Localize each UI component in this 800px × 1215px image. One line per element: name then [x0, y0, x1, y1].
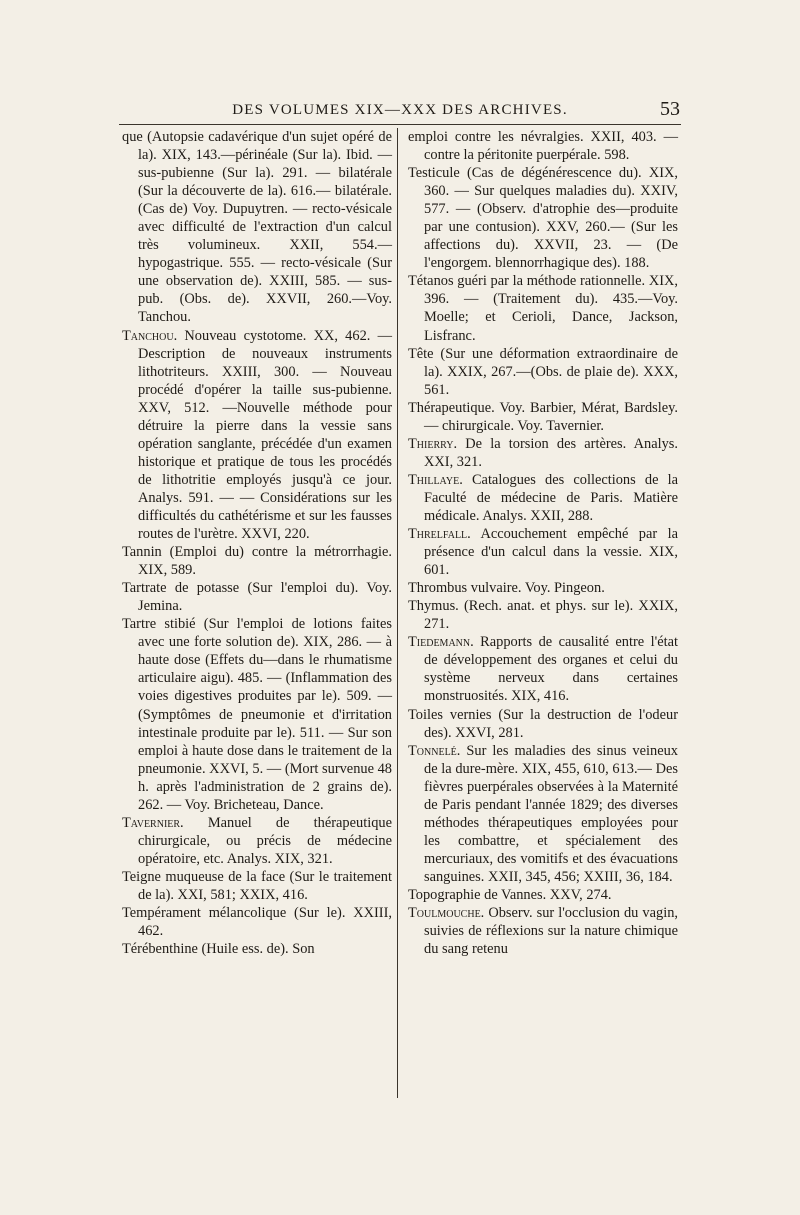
entry-text: que (Autopsie cadavérique d'un sujet opéré de la). XIX, 143.—périnéale (Sur la). Ibid. — sus-pubienne (Sur la). 291. — bilatérale (Sur la découverte de la). 616.— bilatérale. (Cas de) Voy. Dupuytren. — recto-vésicale avec difficulté de l'extraction d'un calcul très volumineux. XXII, 554.— hypogastrique. 555. — recto-vésicale (Sur une observation de). XXIII, 585. — sus-pub. (Obs. de). XXVII, 260.—Voy. Tanchou.: [122, 129, 392, 326]
header-rule: [119, 124, 681, 125]
index-entry: [408, 471, 678, 525]
entry-text: Toiles vernies (Sur la destruction de l'odeur des). XXVI, 281.: [408, 706, 678, 741]
entry-text: Teigne muqueuse de la face (Sur le traitement de la). XXI, 581; XXIX, 416.: [122, 868, 392, 903]
entry-text: Tannin (Emploi du) contre la métrorrhagie. XIX, 589.: [122, 544, 392, 579]
index-entry: [122, 615, 392, 814]
entry-author: Thillaye.: [408, 471, 463, 488]
entry-text: Thrombus vulvaire. Voy. Pingeon.: [408, 580, 605, 597]
index-entry: [408, 399, 678, 435]
entry-text: Tête (Sur une déformation extraordinaire de la). XXIX, 267.—(Obs. de plaie de). XXX, 561.: [408, 345, 678, 398]
entry-text: Nouveau cystotome. XX, 462. — Description de nouveaux instruments lithotriteurs. XXIII, 300. — Nouveau procédé d'opérer la taille sus-pubienne. XXV, 512. —Nouvelle méthode pour détruire la pierre dans la vessie sans opération sanglante, précédée d'un examen historique et pratique de tous les procédés de lithotritie employés jusqu'à ce jour. Analys. 591. — — Considérations sur les difficultés du cathétérisme et sur les fausses routes de l'urètre. XXVI, 220.: [138, 327, 392, 543]
entry-text: Tempérament mélancolique (Sur le). XXIII, 462.: [122, 905, 392, 940]
right-column: [408, 128, 678, 958]
column-divider: [397, 128, 398, 1098]
entry-author: Tavernier.: [122, 814, 184, 831]
entry-author: Threlfall.: [408, 526, 471, 543]
entry-text: Sur les maladies des sinus veineux de la dure-mère. XIX, 455, 610, 613.— Des fièvres puerpérales observées à la Maternité de Paris pendant l'année 1829; des diverses méthodes thérapeutiques employées pour les combattre, et spécialement des mercuriaux, des vomitifs et des évacuations sanguines. XXII, 345, 456; XXIII, 36, 184.: [424, 742, 678, 885]
index-entry: [408, 579, 678, 597]
index-entry: [408, 742, 678, 886]
index-entry: [408, 904, 678, 958]
index-entry: [408, 886, 678, 904]
index-entry: [408, 345, 678, 399]
running-title: DES VOLUMES XIX—XXX DES ARCHIVES.: [232, 101, 568, 118]
index-entry: [122, 814, 392, 868]
entry-text: Thymus. (Rech. anat. et phys. sur le). XXIX, 271.: [408, 598, 678, 633]
entry-text: Tartrate de potasse (Sur l'emploi du). Voy. Jemina.: [122, 580, 392, 615]
index-entry: [408, 164, 678, 272]
page-number: 53: [660, 98, 680, 120]
index-entry: [408, 633, 678, 705]
entry-author: Tanchou.: [122, 327, 178, 344]
index-entry: [122, 904, 392, 940]
index-entry: [122, 128, 392, 327]
entry-text: Topographie de Vannes. XXV, 274.: [408, 886, 612, 903]
entry-author: Thierry.: [408, 435, 458, 452]
entry-text: Manuel de thérapeutique chirurgicale, ou précis de médecine opératoire, etc. Analys. XIX, 321.: [138, 814, 392, 867]
index-entry: [122, 940, 392, 958]
index-entry: [408, 272, 678, 344]
index-entry: [408, 128, 678, 164]
index-entry: [408, 435, 678, 471]
entry-text: Catalogues des collections de la Faculté de médecine de Paris. Matière médicale. Analys. XXII, 288.: [424, 471, 678, 524]
entry-text: Tartre stibié (Sur l'emploi de lotions faites avec une forte solution de). XIX, 286. — à haute dose (Effets du—dans le rhumatisme articulaire aigu). 485. — (Inflammation des voies digestives produites par le). 509. — (Symptômes de pneumonie et d'irritation intestinale produite par le). 511. — Sur son emploi à haute dose dans le traitement de la pneumonie. XXVI, 5. — (Mort survenue 48 h. après l'administration de 2 grains de). 262. — Voy. Bricheteau, Dance.: [122, 616, 392, 813]
entry-author: Toulmouche.: [408, 905, 485, 922]
entry-text: Testicule (Cas de dégénérescence du). XIX, 360. — Sur quelques maladies du). XXIV, 577. — (Observ. d'atrophie des—produite par une contusion). XXV, 260.— (Sur les affections du). XXVII, 23. — (De l'engorgem. blennorrhagique des). 188.: [408, 165, 678, 272]
entry-author: Tonnelé.: [408, 742, 461, 759]
index-entry: [408, 706, 678, 742]
left-column: [122, 128, 392, 958]
entry-text: Observ. sur l'occlusion du vagin, suivies de réflexions sur la nature chimique du sang retenu: [424, 905, 678, 958]
index-entry: [122, 579, 392, 615]
entry-text: Thérapeutique. Voy. Barbier, Mérat, Bardsley. — chirurgicale. Voy. Tavernier.: [408, 399, 678, 434]
running-header: [120, 96, 680, 124]
index-entry: [122, 868, 392, 904]
entry-text: emploi contre les névralgies. XXII, 403. — contre la péritonite puerpérale. 598.: [408, 129, 678, 164]
entry-text: Térébenthine (Huile ess. de). Son: [122, 941, 315, 958]
entry-text: Tétanos guéri par la méthode rationnelle. XIX, 396. — (Traitement du). 435.—Voy. Moelle; et Cerioli, Dance, Jackson, Lisfranc.: [408, 273, 678, 344]
entry-text: Accouchement empêché par la présence d'un calcul dans la vessie. XIX, 601.: [424, 526, 678, 579]
index-entry: [122, 543, 392, 579]
entry-text: De la torsion des artères. Analys. XXI, 321.: [424, 435, 678, 470]
index-entry: [408, 525, 678, 579]
entry-text: Rapports de causalité entre l'état de développement des organes et celui du système nerveux dans certaines monstruosités. XIX, 416.: [424, 634, 678, 705]
index-entry: [122, 327, 392, 544]
entry-author: Tiedemann.: [408, 634, 474, 651]
index-entry: [408, 597, 678, 633]
